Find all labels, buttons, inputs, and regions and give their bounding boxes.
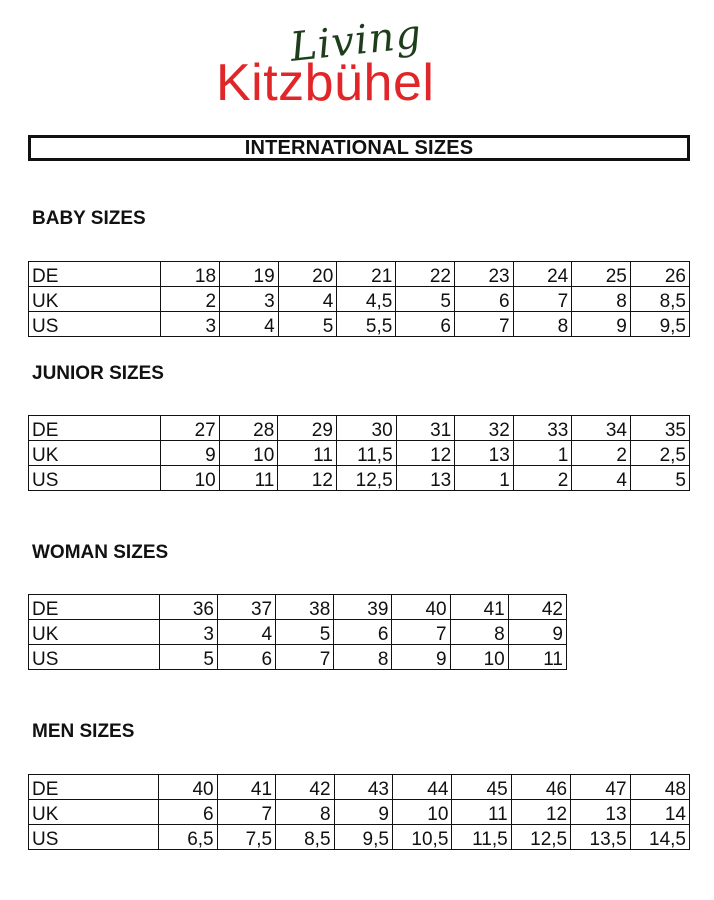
table-row [29, 441, 690, 466]
size-cell: 23 [454, 262, 513, 287]
size-cell: 4 [217, 620, 275, 645]
size-cell: 39 [334, 595, 392, 620]
size-cell: 44 [392, 775, 451, 800]
size-cell: 46 [511, 775, 570, 800]
size-cell: 6 [396, 312, 455, 337]
size-cell: 14 [630, 800, 689, 825]
size-cell: 5,5 [337, 312, 396, 337]
row-label: UK [29, 287, 161, 312]
size-cell: 37 [217, 595, 275, 620]
size-cell: 11,5 [452, 825, 511, 850]
size-cell: 21 [337, 262, 396, 287]
brand-logo [0, 0, 714, 120]
size-cell: 33 [513, 416, 572, 441]
size-cell: 9 [508, 620, 566, 645]
size-cell: 7 [217, 800, 275, 825]
size-cell: 22 [396, 262, 455, 287]
table-row [29, 262, 690, 287]
table-row [29, 466, 690, 491]
table-row [29, 620, 567, 645]
size-cell: 9 [334, 800, 392, 825]
size-cell: 27 [161, 416, 220, 441]
size-cell: 4 [572, 466, 631, 491]
table-row [29, 775, 690, 800]
size-cell: 13,5 [571, 825, 630, 850]
size-cell: 3 [161, 312, 220, 337]
size-table-junior [28, 415, 690, 491]
size-cell: 40 [159, 775, 217, 800]
row-label: UK [29, 800, 159, 825]
section-title-baby: BABY SIZES [32, 208, 146, 229]
section-title-men: MEN SIZES [32, 721, 135, 742]
size-cell: 9,5 [630, 312, 689, 337]
size-cell: 20 [278, 262, 337, 287]
logo-brand-text: Kitzbühel [216, 54, 435, 112]
row-label: UK [29, 620, 160, 645]
size-cell: 6 [159, 800, 217, 825]
row-label: DE [29, 262, 161, 287]
size-cell: 5 [276, 620, 334, 645]
size-table-baby [28, 261, 690, 337]
size-cell: 18 [161, 262, 220, 287]
size-cell: 5 [159, 645, 217, 670]
table-row [29, 595, 567, 620]
row-label: US [29, 825, 159, 850]
table-row [29, 825, 690, 850]
size-cell: 29 [278, 416, 337, 441]
size-cell: 40 [392, 595, 450, 620]
size-cell: 45 [452, 775, 511, 800]
size-cell: 41 [450, 595, 508, 620]
size-cell: 38 [276, 595, 334, 620]
size-cell: 13 [396, 466, 455, 491]
table-row [29, 312, 690, 337]
size-cell: 11,5 [336, 441, 396, 466]
size-cell: 7 [513, 287, 572, 312]
size-cell: 6 [454, 287, 513, 312]
size-cell: 8,5 [276, 825, 334, 850]
size-cell: 41 [217, 775, 275, 800]
size-cell: 48 [630, 775, 689, 800]
size-cell: 2 [161, 287, 220, 312]
size-cell: 8 [450, 620, 508, 645]
size-cell: 25 [572, 262, 631, 287]
size-cell: 34 [572, 416, 631, 441]
logo-script-text: Living [287, 11, 425, 71]
size-cell: 1 [455, 466, 514, 491]
size-cell: 7,5 [217, 825, 275, 850]
size-cell: 2 [572, 441, 631, 466]
size-cell: 13 [571, 800, 630, 825]
row-label: US [29, 466, 161, 491]
size-cell: 10,5 [392, 825, 451, 850]
size-cell: 11 [508, 645, 566, 670]
row-label: UK [29, 441, 161, 466]
size-cell: 8,5 [630, 287, 689, 312]
size-cell: 4 [278, 287, 337, 312]
size-cell: 5 [630, 466, 689, 491]
size-cell: 4,5 [337, 287, 396, 312]
size-cell: 6,5 [159, 825, 217, 850]
size-cell: 8 [334, 645, 392, 670]
size-cell: 12,5 [336, 466, 396, 491]
row-label: DE [29, 595, 160, 620]
size-cell: 3 [159, 620, 217, 645]
size-cell: 31 [396, 416, 455, 441]
size-cell: 6 [217, 645, 275, 670]
size-cell: 26 [630, 262, 689, 287]
size-cell: 24 [513, 262, 572, 287]
page-title-banner [28, 135, 690, 161]
size-cell: 11 [452, 800, 511, 825]
size-cell: 28 [219, 416, 278, 441]
section-title-woman: WOMAN SIZES [32, 542, 169, 563]
size-cell: 10 [219, 441, 278, 466]
size-cell: 9 [161, 441, 220, 466]
table-row [29, 800, 690, 825]
row-label: US [29, 645, 160, 670]
size-table-woman [28, 594, 567, 670]
size-cell: 14,5 [630, 825, 689, 850]
size-cell: 7 [276, 645, 334, 670]
size-cell: 5 [278, 312, 337, 337]
size-cell: 9 [392, 645, 450, 670]
size-cell: 42 [508, 595, 566, 620]
row-label: US [29, 312, 161, 337]
size-cell: 7 [454, 312, 513, 337]
table-row [29, 645, 567, 670]
size-cell: 8 [276, 800, 334, 825]
page-title: INTERNATIONAL SIZES [244, 136, 474, 159]
size-cell: 32 [455, 416, 514, 441]
size-cell: 30 [336, 416, 396, 441]
table-row [29, 287, 690, 312]
size-cell: 36 [159, 595, 217, 620]
size-cell: 12 [396, 441, 455, 466]
row-label: DE [29, 775, 159, 800]
size-cell: 42 [276, 775, 334, 800]
size-cell: 10 [161, 466, 220, 491]
size-cell: 12 [278, 466, 337, 491]
size-cell: 9,5 [334, 825, 392, 850]
size-cell: 12,5 [511, 825, 570, 850]
size-cell: 5 [396, 287, 455, 312]
size-table-men [28, 774, 690, 850]
size-cell: 8 [572, 287, 631, 312]
size-cell: 8 [513, 312, 572, 337]
section-title-junior: JUNIOR SIZES [32, 363, 164, 384]
size-cell: 47 [571, 775, 630, 800]
size-cell: 35 [630, 416, 689, 441]
size-cell: 43 [334, 775, 392, 800]
size-cell: 13 [455, 441, 514, 466]
size-cell: 11 [219, 466, 278, 491]
size-cell: 3 [220, 287, 279, 312]
size-cell: 2 [513, 466, 572, 491]
size-cell: 4 [220, 312, 279, 337]
size-cell: 10 [450, 645, 508, 670]
row-label: DE [29, 416, 161, 441]
size-cell: 2,5 [630, 441, 689, 466]
size-cell: 19 [220, 262, 279, 287]
size-cell: 11 [278, 441, 337, 466]
size-cell: 1 [513, 441, 572, 466]
table-row [29, 416, 690, 441]
size-cell: 12 [511, 800, 570, 825]
size-cell: 6 [334, 620, 392, 645]
size-cell: 9 [572, 312, 631, 337]
size-cell: 7 [392, 620, 450, 645]
size-cell: 10 [392, 800, 451, 825]
